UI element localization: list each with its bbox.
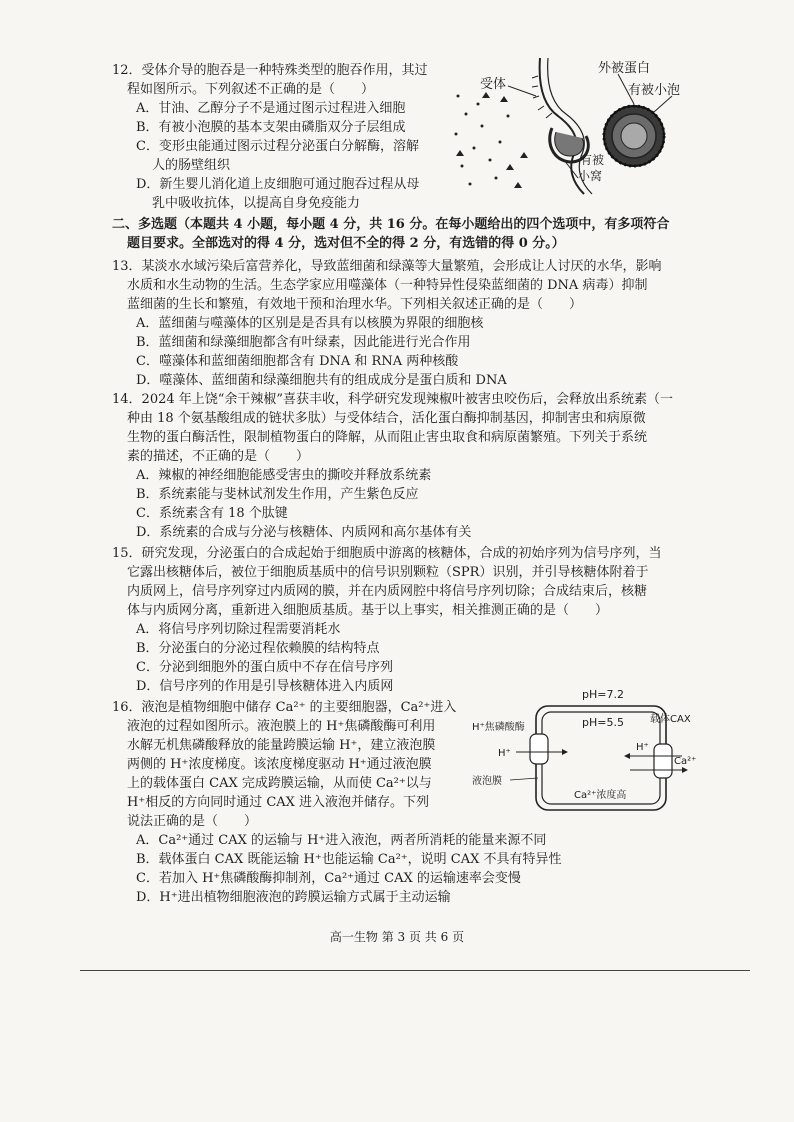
section-2-header-line-1: 二、多选题（本题共 4 小题，每小题 4 分，共 16 分。在每小题给出的四个选项中，有多项符合 — [112, 217, 670, 232]
q15-option-b: B．分泌蛋白的分泌过程依赖膜的结构特点 — [136, 641, 380, 656]
q16-stem-line-4: 两侧的 H⁺浓度梯度。该浓度梯度驱动 H⁺通过液泡膜 — [127, 757, 432, 772]
q16-stem-line-3: 水解无机焦磷酸释放的能量跨膜运输 H⁺，建立液泡膜 — [127, 738, 436, 753]
q14-stem-line-3: 生物的蛋白酶活性，限制植物蛋白的降解，从而阻止害虫取食和病原菌繁殖。下列关于系统 — [127, 430, 648, 445]
q15-option-c: C．分泌到细胞外的蛋白质中不存在信号序列 — [136, 660, 393, 675]
q15-stem-line-1: 15．研究发现，分泌蛋白的合成起始于细胞质中游离的核糖体，合成的初始序列为信号序列，当 — [112, 546, 662, 561]
page-footer: 高一生物 第 3 页 共 6 页 — [329, 930, 465, 944]
vacuole-figure — [470, 686, 710, 816]
q16-option-d: D．H⁺进出植物细胞液泡的跨膜运输方式属于主动运输 — [136, 890, 451, 905]
label-coated-pit-2: 小窝 — [578, 169, 603, 183]
label-coated-vesicle: 有被小泡 — [628, 83, 681, 98]
ligand-dots — [455, 92, 529, 188]
q16-option-a: A．Ca²⁺通过 CAX 的运输与 H⁺进入液泡，两者所消耗的能量来源不同 — [136, 833, 547, 848]
q14-stem-line-4: 素的描述，不正确的是（ ） — [127, 449, 310, 464]
label-carrier: 载体CAX — [650, 714, 691, 725]
q14-option-a: A．辣椒的神经细胞能感受害虫的撕咬并释放系统素 — [136, 468, 432, 483]
q13-stem-line-3: 蓝细菌的生长和繁殖，有效地干预和治理水华。下列相关叙述正确的是（ ） — [127, 297, 583, 312]
label-outer-protein: 外被蛋白 — [598, 61, 651, 76]
q16-option-b: B．载体蛋白 CAX 既能运输 H⁺也能运输 Ca²⁺，说明 CAX 不具有特异性 — [136, 852, 562, 867]
label-h-right: H⁺ — [636, 742, 649, 753]
label-coated-pit-1: 有被 — [580, 153, 605, 167]
q15-stem-line-2: 它露出核糖体后，被位于细胞质基质中的信号识别颗粒（SPR）识别，并引导核糖体附着于 — [127, 565, 649, 580]
endocytosis-figure — [448, 56, 688, 196]
h-pyrophosphatase — [516, 734, 568, 764]
q16-stem-line-5: 上的载体蛋白 CAX 完成跨膜运输，从而使 Ca²⁺以与 — [127, 776, 432, 791]
q12-stem-line-2: 程如图所示。下列叙述不正确的是（ ） — [127, 82, 375, 97]
q16-stem-line-7: 说法正确的是（ ） — [127, 814, 258, 829]
label-ca-right: Ca²⁺ — [674, 756, 697, 767]
label-ca-high: Ca²⁺浓度高 — [574, 790, 627, 801]
q13-stem-line-1: 13．某淡水水域污染后富营养化，导致蓝细菌和绿藻等大量繁殖，会形成让人讨厌的水华，影响 — [112, 259, 662, 274]
q13-option-d: D．噬藻体、蓝细菌和绿藻细胞共有的组成成分是蛋白质和 DNA — [136, 373, 507, 388]
label-membrane: 液泡膜 — [472, 776, 502, 787]
q13-stem-line-2: 水质和水生动物的生活。生态学家应用噬藻体（一种特异性侵染蓝细菌的 DNA 病毒）抑制 — [127, 278, 648, 293]
q12-option-d-cont: 乳中吸收抗体，以提高自身免疫能力 — [152, 196, 361, 211]
label-ph-outside: pH=7.2 — [582, 688, 624, 701]
q16-option-c: C．若加入 H⁺焦磷酸酶抑制剂，Ca²⁺通过 CAX 的运输速率会变慢 — [136, 871, 521, 886]
q12-option-c-cont: 人的肠壁组织 — [152, 158, 231, 173]
q14-stem-line-1: 14．2024 年上饶“余干辣椒”喜获丰收，科学研究发现辣椒叶被害虫咬伤后，会释放出系统素（一 — [112, 392, 674, 407]
footer-divider — [80, 970, 750, 971]
label-ph-inside: pH=5.5 — [582, 716, 624, 729]
q16-stem-line-6: H⁺相反的方向同时通过 CAX 进入液泡并储存。下列 — [127, 795, 430, 810]
q12-stem-line-1: 12．受体介导的胞吞是一种特殊类型的胞吞作用，其过 — [112, 63, 428, 78]
q12-option-d: D．新生婴儿消化道上皮细胞可通过胞吞过程从母 — [136, 177, 420, 192]
q14-stem-line-2: 种由 18 个氨基酸组成的链状多肽）与受体结合，活化蛋白酶抑制基因，抑制害虫和病原微 — [127, 411, 646, 426]
q12-option-a: A．甘油、乙醇分子不是通过图示过程进入细胞 — [136, 101, 406, 116]
label-enzyme: H⁺焦磷酸酶 — [472, 722, 525, 733]
q15-stem-line-3: 内质网上，信号序列穿过内质网的膜，并在内质网腔中将信号序列切除；合成结束后，核糖 — [127, 584, 648, 599]
q14-option-c: C．系统素含有 18 个肽键 — [136, 506, 288, 521]
label-h-left: H⁺ — [498, 748, 511, 759]
q16-stem-line-2: 液泡的过程如图所示。液泡膜上的 H⁺焦磷酸酶可利用 — [127, 719, 436, 734]
label-receptor: 受体 — [480, 77, 507, 92]
q13-option-c: C．噬藻体和蓝细菌细胞都含有 DNA 和 RNA 两种核酸 — [136, 354, 459, 369]
q15-stem-line-4: 体与内质网分离，重新进入细胞质基质。基于以上事实，相关推测正确的是（ ） — [127, 603, 609, 618]
q14-option-b: B．系统素能与斐林试剂发生作用，产生紫色反应 — [136, 487, 419, 502]
q12-option-b: B．有被小泡膜的基本支架由磷脂双分子层组成 — [136, 120, 406, 135]
q15-option-d: D．信号序列的作用是引导核糖体进入内质网 — [136, 679, 394, 694]
q15-option-a: A．将信号序列切除过程需要消耗水 — [136, 622, 341, 637]
coated-vesicle — [604, 106, 664, 166]
q12-option-c: C．变形虫能通过图示过程分泌蛋白分解酶，溶解 — [136, 139, 419, 154]
q16-stem-line-1: 16．液泡是植物细胞中储存 Ca²⁺ 的主要细胞器，Ca²⁺进入 — [112, 700, 457, 715]
q13-option-b: B．蓝细菌和绿藻细胞都含有叶绿素，因此能进行光合作用 — [136, 335, 471, 350]
q13-option-a: A．蓝细菌与噬藻体的区别是是否具有以核膜为界限的细胞核 — [136, 316, 484, 331]
section-2-header-line-2: 题目要求。全部选对的得 4 分，选对但不全的得 2 分，有选错的得 0 分。） — [127, 236, 565, 251]
q14-option-d: D．系统素的合成与分泌与核糖体、内质网和高尔基体有关 — [136, 525, 472, 540]
